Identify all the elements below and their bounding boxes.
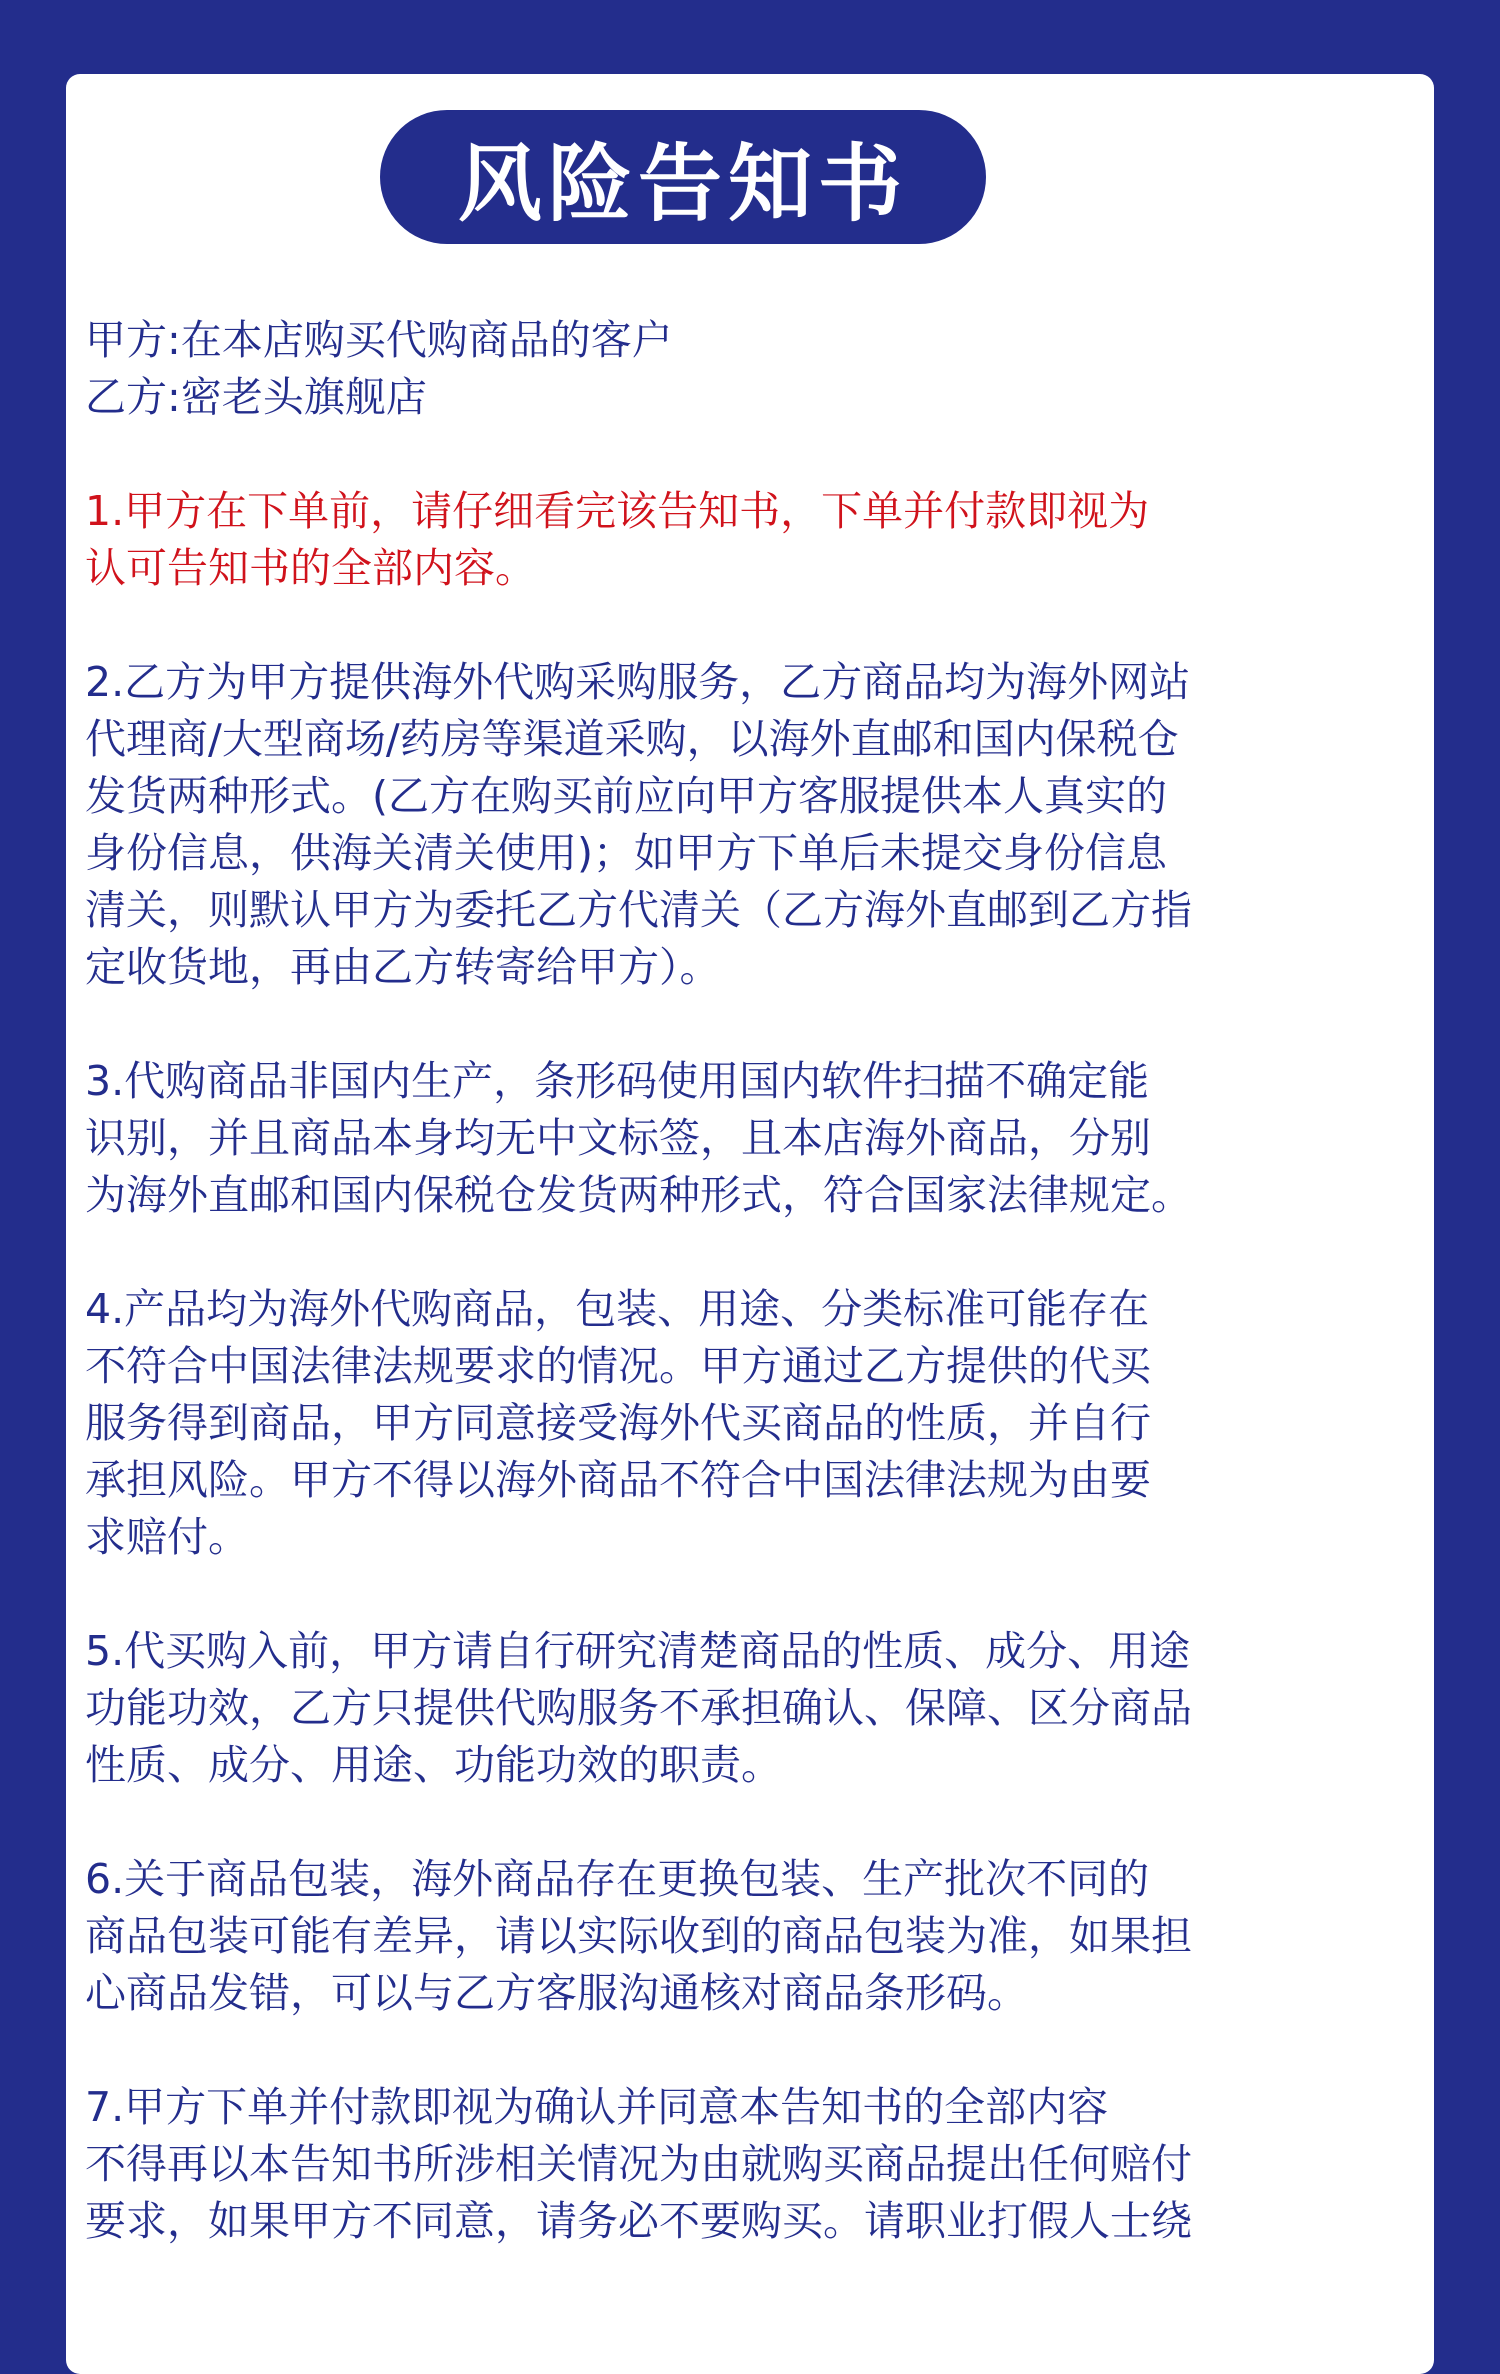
clause-line: 功能功效，乙方只提供代购服务不承担确认、保障、区分商品: [85, 1684, 1192, 1732]
clause-1: [85, 483, 1385, 597]
clause-line: 服务得到商品，甲方同意接受海外代买商品的性质，并自行: [85, 1399, 1151, 1447]
party-b-line: 乙方:密老头旗舰店: [85, 373, 427, 421]
clause-line: 要求，如果甲方不同意，请务必不要购买。请职业打假人士绕: [85, 2197, 1192, 2245]
clause-line: 3.代购商品非国内生产，条形码使用国内软件扫描不确定能: [85, 1057, 1150, 1105]
clause-2: [85, 654, 1385, 996]
clause-4: [85, 1281, 1385, 1566]
clause-line: 定收货地，再由乙方转寄给甲方）。: [85, 943, 721, 991]
clause-line: 性质、成分、用途、功能功效的职责。: [85, 1741, 782, 1789]
clause-line: 商品包装可能有差异，请以实际收到的商品包装为准，如果担: [85, 1912, 1192, 1960]
clause-line: 不得再以本告知书所涉相关情况为由就购买商品提出任何赔付: [85, 2140, 1192, 2188]
clause-line: 承担风险。甲方不得以海外商品不符合中国法律法规为由要: [85, 1456, 1151, 1504]
clause-line: 7.甲方下单并付款即视为确认并同意本告知书的全部内容: [85, 2083, 1109, 2131]
clause-line: 身份信息，供海关清关使用)；如甲方下单后未提交身份信息: [85, 829, 1167, 877]
clause-line: 清关，则默认甲方为委托乙方代清关（乙方海外直邮到乙方指: [85, 886, 1192, 934]
clause-line: 认可告知书的全部内容。: [85, 544, 536, 592]
clause-line: 识别，并且商品本身均无中文标签，且本店海外商品，分别: [85, 1114, 1151, 1162]
clause-5: [85, 1623, 1385, 1794]
clause-line: 1.甲方在下单前，请仔细看完该告知书，下单并付款即视为: [85, 487, 1150, 535]
clause-line: 心商品发错，可以与乙方客服沟通核对商品条形码。: [85, 1969, 1028, 2017]
clause-line: 代理商/大型商场/药房等渠道采购，以海外直邮和国内保税仓: [85, 715, 1179, 763]
clause-line: 2.乙方为甲方提供海外代购采购服务，乙方商品均为海外网站: [85, 658, 1191, 706]
notice-content: [85, 312, 1385, 2307]
clause-line: 4.产品均为海外代购商品，包装、用途、分类标准可能存在: [85, 1285, 1150, 1333]
party-a-line: 甲方:在本店购买代购商品的客户: [85, 316, 673, 364]
clause-line: 求赔付。: [85, 1513, 249, 1561]
clause-line: 不符合中国法律法规要求的情况。甲方通过乙方提供的代买: [85, 1342, 1151, 1390]
clause-6: [85, 1851, 1385, 2022]
clause-line: 5.代买购入前，甲方请自行研究清楚商品的性质、成分、用途: [85, 1627, 1191, 1675]
parties-block: [85, 312, 1385, 426]
clause-7: [85, 2079, 1385, 2250]
clause-line: 发货两种形式。(乙方在购买前应向甲方客服提供本人真实的: [85, 772, 1167, 820]
page-title: 风险告知书: [380, 110, 986, 244]
clause-3: [85, 1053, 1385, 1224]
clause-line: 为海外直邮和国内保税仓发货两种形式，符合国家法律规定。: [85, 1171, 1192, 1219]
clause-line: 6.关于商品包装，海外商品存在更换包装、生产批次不同的: [85, 1855, 1150, 1903]
